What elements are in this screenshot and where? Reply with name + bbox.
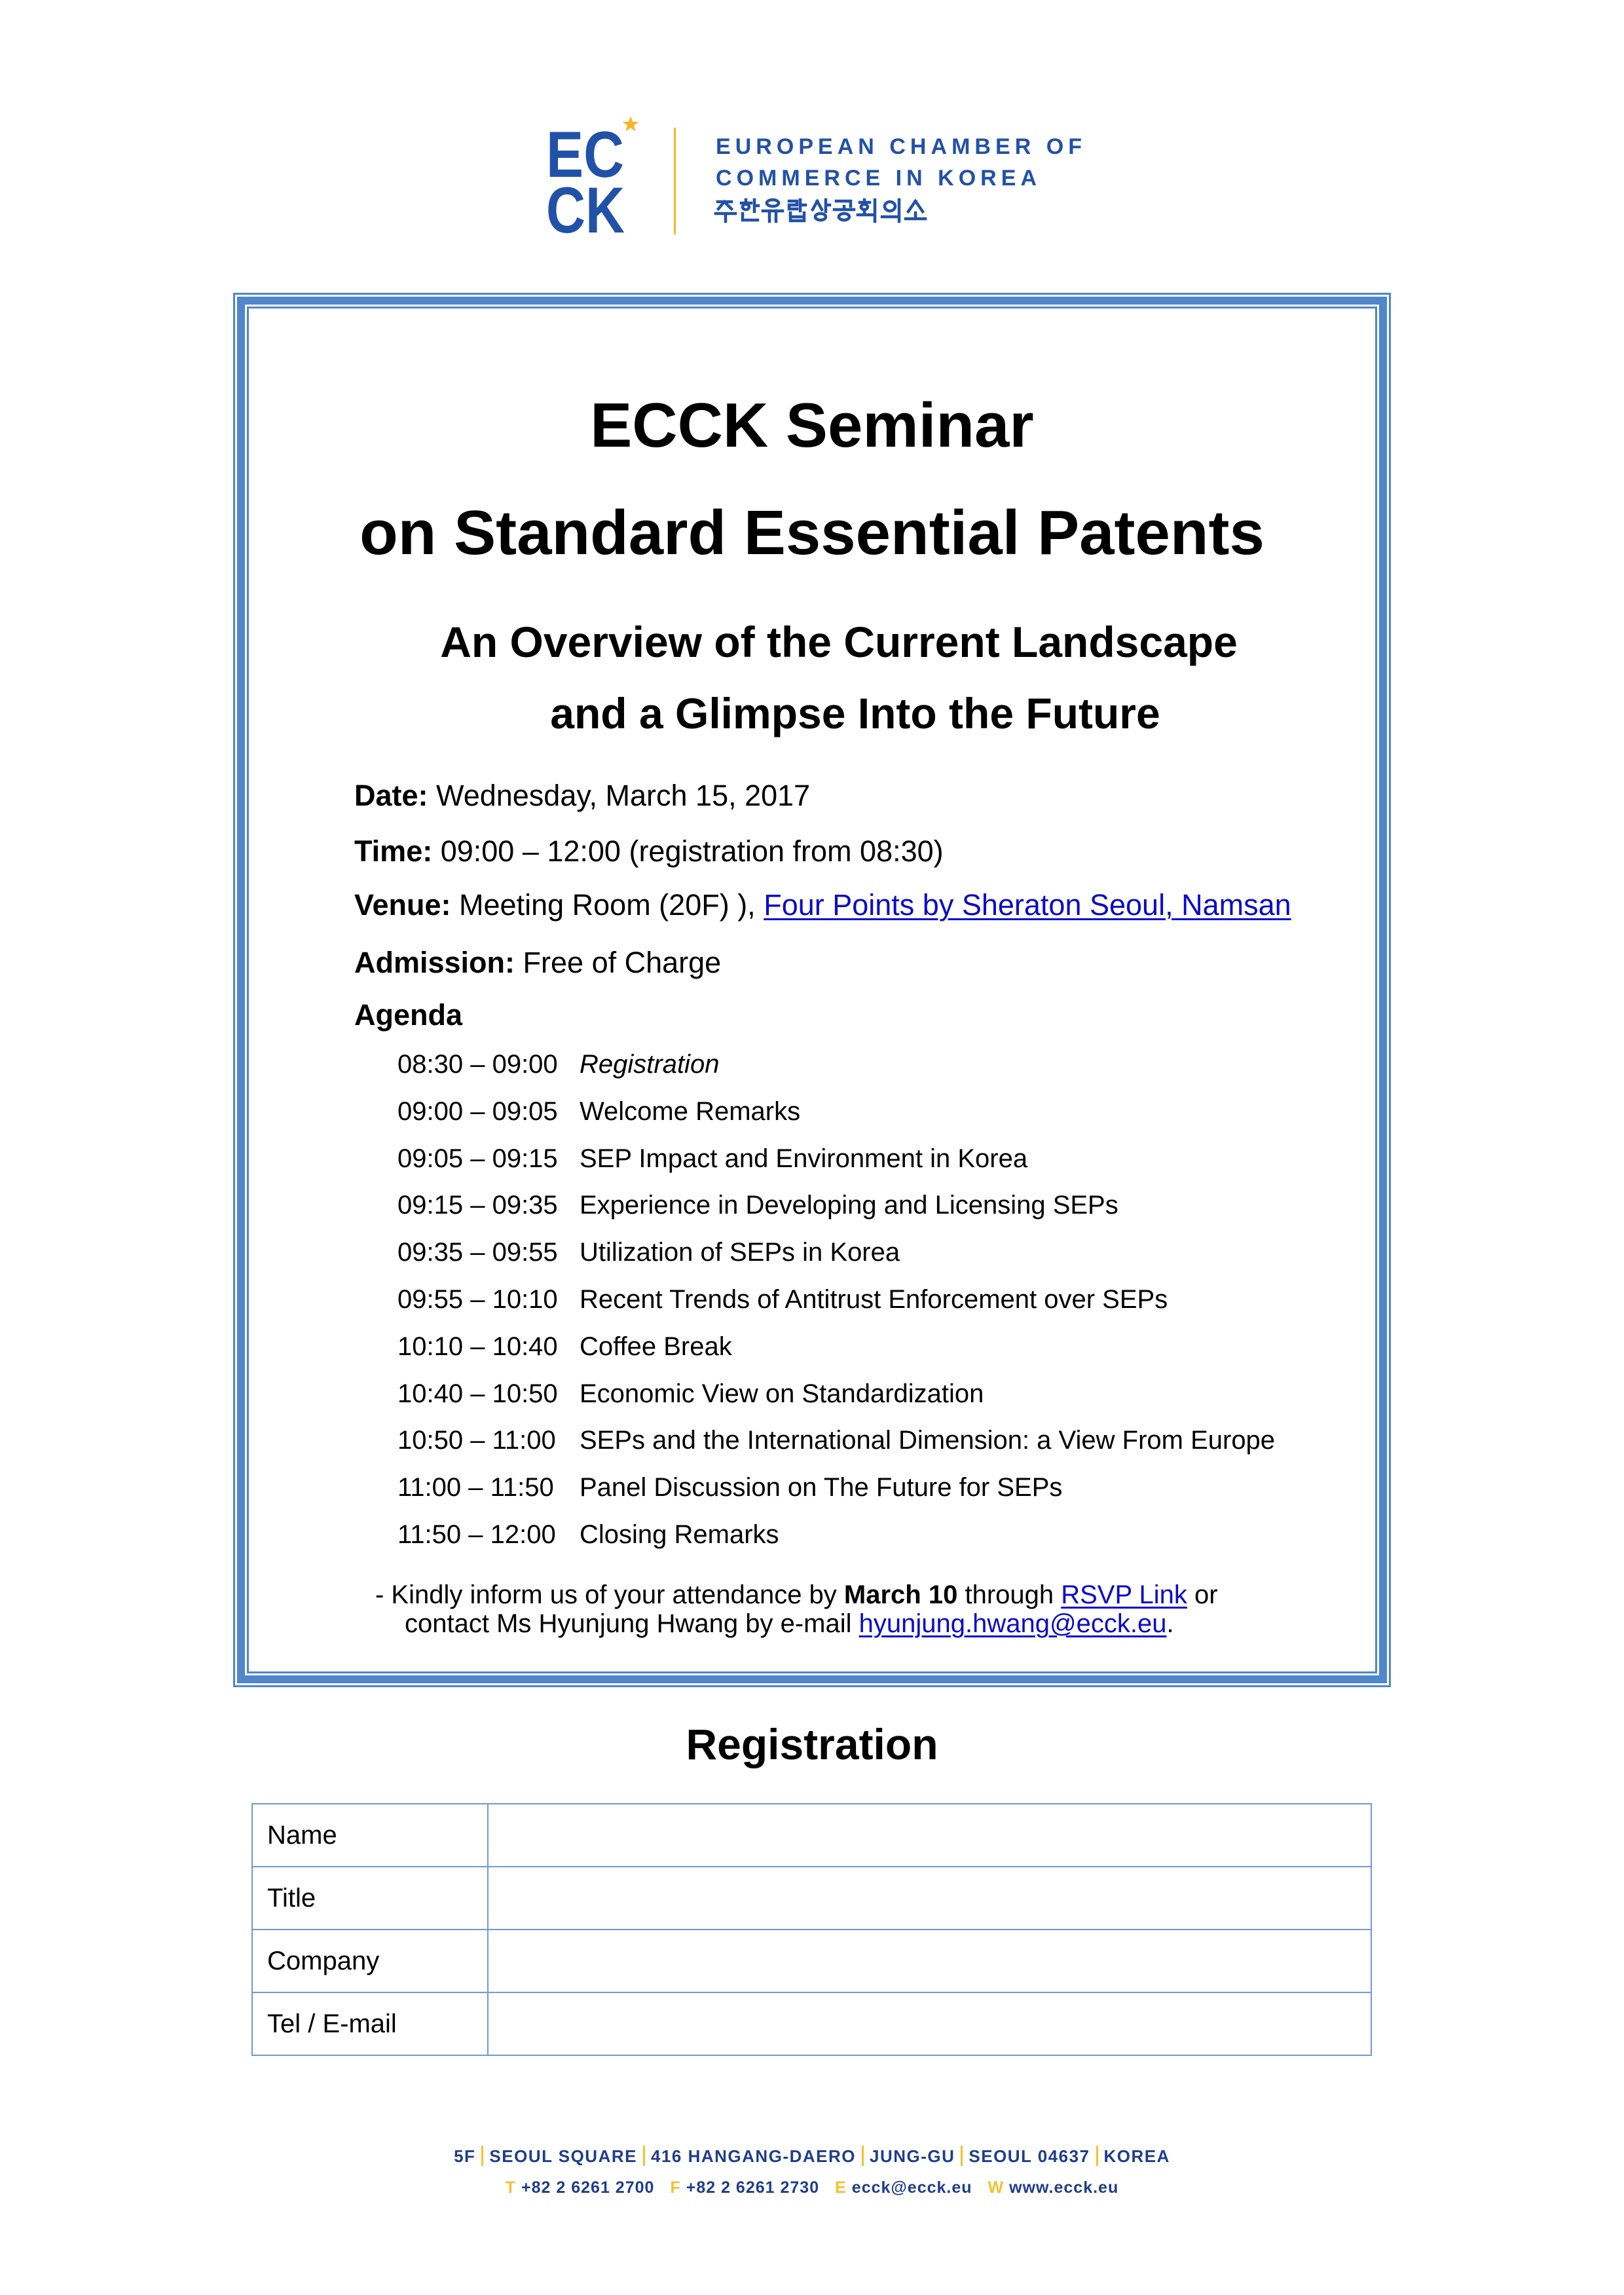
agenda-time: 09:00 – 09:05 [397,1096,558,1126]
contact-value: +82 2 6261 2730 [686,2178,820,2197]
logo-korean-glyph [741,200,758,220]
tel-email-field[interactable] [489,1993,1371,2055]
agenda-time: 09:05 – 09:15 [397,1144,558,1173]
detail-value: Free of Charge [515,946,722,979]
contact-email-link[interactable]: hyunjung.hwang@ecck.eu [858,1609,1167,1638]
logo-monogram-ec: EC [546,118,624,191]
rsvp-note-line1 [375,1582,1218,1608]
separator [961,2146,963,2166]
contact-key: E [835,2178,847,2197]
registration-form-table [251,1803,1372,2056]
event-title-line2: on Standard Essential Patents [360,498,1264,568]
logo-korean-glyph [789,200,805,221]
registration-row-contact [253,1993,1371,2055]
logo-name-line1: EUROPEAN CHAMBER OF [716,134,1082,159]
rsvp-deadline: March 10 [843,1580,958,1609]
contact-value[interactable]: www.ecck.eu [1009,2178,1119,2197]
detail-value: Meeting Room (20F) ), [451,888,764,922]
agenda-time: 09:15 – 09:35 [397,1191,558,1220]
separator [643,2146,645,2166]
agenda-time: 10:10 – 10:40 [397,1332,558,1361]
agenda-item [397,1465,1275,1512]
agenda-item [397,1136,1275,1183]
agenda-title: SEPs and the International Dimension: a View From Europe [580,1426,1276,1455]
detail-venue [354,890,1291,920]
separator [862,2146,864,2166]
title-field[interactable] [489,1867,1371,1929]
agenda-heading [354,1000,462,1030]
address-part: SEOUL 04637 [969,2146,1090,2166]
address-part: KOREA [1103,2146,1170,2166]
registration-row-name [253,1804,1371,1867]
contact-website [988,2180,1119,2196]
star-icon [623,116,639,132]
logo-korean-glyph [813,200,830,220]
logo-korean-glyph [882,200,899,221]
logo-divider [674,128,676,234]
detail-admission [354,948,721,977]
agenda-item [397,1371,1275,1418]
agenda-item [397,1041,1275,1089]
address-part: JUNG-GU [869,2146,955,2166]
logo-korean-glyph [858,200,875,221]
agenda-heading-label: Agenda [354,998,463,1032]
detail-time [354,836,944,866]
detail-value: 09:00 – 12:00 (registration from 08:30) [432,834,944,868]
event-subtitle-line2: and a Glimpse Into the Future [550,689,1160,737]
rsvp-text: or [1187,1580,1218,1609]
rsvp-text: through [957,1580,1061,1609]
logo-korean-glyph [716,202,735,221]
detail-label: Venue: [354,888,451,922]
logo-korean-glyph [906,201,925,219]
agenda-title: Recent Trends of Antitrust Enforcement over SEPs [580,1284,1168,1314]
rsvp-text: contact Ms Hyunjung Hwang by e-mail [405,1609,859,1638]
agenda-time: 11:50 – 12:00 [397,1520,556,1549]
registration-heading: Registration [686,1720,938,1768]
rsvp-text: . [1166,1609,1174,1638]
agenda-time: 09:35 – 09:55 [397,1238,558,1267]
rsvp-text: - Kindly inform us of your attendance by [375,1580,844,1609]
name-field[interactable] [489,1804,1371,1866]
contact-email [835,2180,972,2196]
contact-phone [506,2180,655,2196]
detail-label: Date: [354,779,428,812]
agenda-item [397,1182,1275,1229]
agenda-item [397,1324,1275,1371]
agenda-item [397,1512,1275,1559]
event-subtitle-line1: An Overview of the Current Landscape [440,618,1238,666]
agenda-title: Welcome Remarks [580,1096,801,1126]
agenda-title: Panel Discussion on The Future for SEPs [580,1473,1063,1502]
detail-label: Admission: [354,946,515,979]
contact-key: W [987,2178,1005,2197]
contact-value[interactable]: ecck@ecck.eu [851,2178,972,2197]
contact-value: +82 2 6261 2700 [521,2178,655,2197]
detail-label: Time: [354,834,433,868]
rsvp-note-line2 [405,1611,1174,1637]
detail-date [354,781,810,810]
agenda-item [397,1229,1275,1277]
address-part: SEOUL SQUARE [489,2146,637,2166]
agenda-title: SEP Impact and Environment in Korea [580,1144,1028,1173]
agenda-list [397,1041,1275,1559]
field-label: Company [253,1930,489,1992]
agenda-title: Registration [580,1050,720,1079]
ecck-logo [537,108,1100,239]
agenda-time: 10:50 – 11:00 [397,1426,556,1455]
contact-key: T [505,2178,517,2197]
field-label: Title [253,1867,489,1929]
separator [481,2146,483,2166]
address-part: 5F [454,2146,476,2166]
field-label: Tel / E-mail [253,1993,489,2055]
logo-korean-glyph [763,200,783,221]
agenda-title: Utilization of SEPs in Korea [580,1238,900,1267]
contact-key: F [670,2178,681,2197]
agenda-item [397,1089,1275,1136]
address-part: 416 HANGANG-DAERO [650,2146,856,2166]
agenda-time: 09:55 – 10:10 [397,1284,558,1314]
field-label: Name [253,1804,489,1866]
event-title-line1: ECCK Seminar [590,390,1034,460]
agenda-time: 10:40 – 10:50 [397,1379,558,1408]
rsvp-link[interactable]: RSVP Link [1061,1580,1187,1609]
agenda-time: 08:30 – 09:00 [397,1050,558,1079]
logo-name-line2: COMMERCE IN KOREA [716,166,1037,191]
agenda-time: 11:00 – 11:50 [397,1473,554,1502]
agenda-title: Economic View on Standardization [580,1379,984,1408]
logo-monogram-ck: CK [546,174,625,239]
agenda-title: Experience in Developing and Licensing SEPs [580,1191,1118,1220]
logo-korean-name [716,200,925,221]
agenda-item [397,1417,1275,1465]
contact-fax [670,2180,819,2196]
agenda-item [397,1277,1275,1324]
footer-contacts [0,2180,1624,2196]
footer-address [0,2146,1624,2166]
separator [1096,2146,1098,2166]
agenda-title: Coffee Break [580,1332,732,1361]
venue-link[interactable]: Four Points by Sheraton Seoul, Namsan [764,888,1291,922]
logo-korean-glyph [834,201,854,220]
agenda-title: Closing Remarks [580,1520,779,1549]
registration-row-company [253,1930,1371,1993]
detail-value: Wednesday, March 15, 2017 [428,779,811,812]
company-field[interactable] [489,1930,1371,1992]
registration-row-title [253,1867,1371,1930]
